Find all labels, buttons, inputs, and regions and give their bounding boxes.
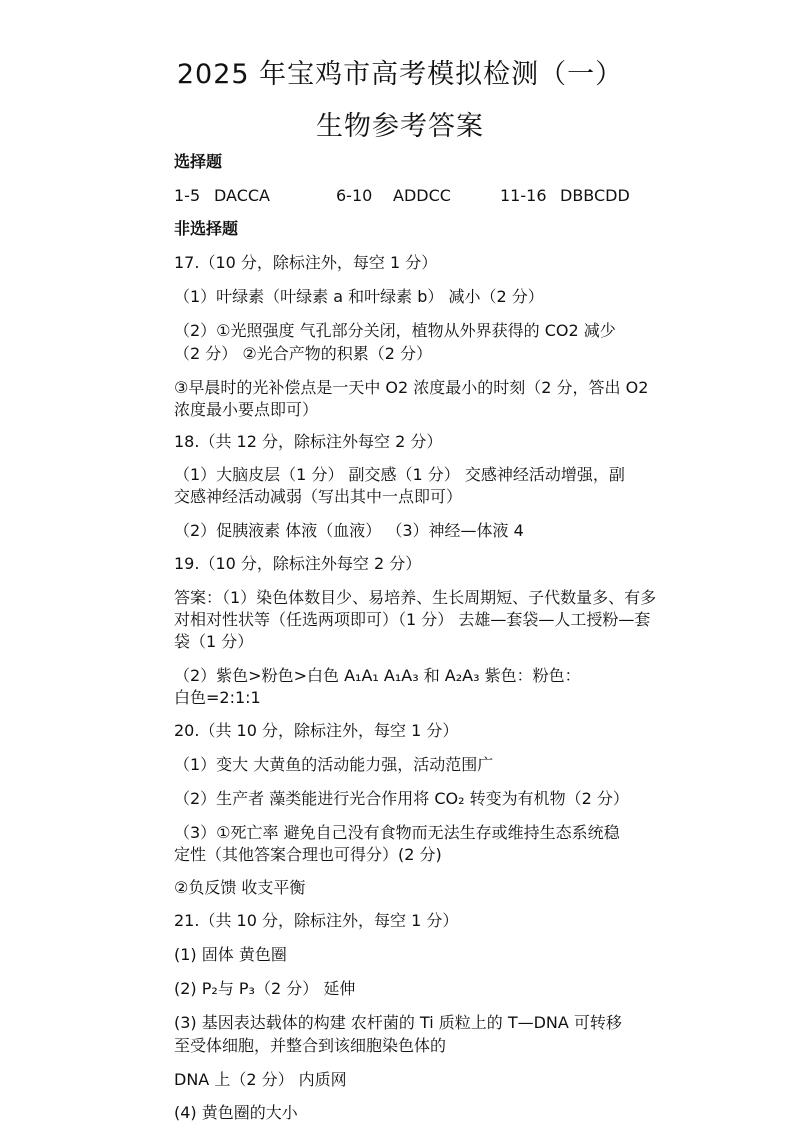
choice-range-2: 6-10 [336,186,373,205]
choice-answers-3: DBBCDD [560,186,630,205]
answer-line: 18.（共 12 分，除标注外每空 2 分） [174,432,443,451]
answer-line: 至受体细胞，并整合到该细胞染色体的 [174,1036,447,1055]
answer-line: (2) P₂与 P₃（2 分） 延伸 [174,979,356,998]
choice-range-3: 11-16 [500,186,547,205]
answer-line: ②负反馈 收支平衡 [174,878,306,897]
answer-line: 21.（共 10 分，除标注外，每空 1 分） [174,911,459,930]
answer-line: 浓度最小要点即可） [174,400,319,419]
page-subtitle: 生物参考答案 [316,111,484,142]
answer-line: （2 分） ②光合产物的积累（2 分） [174,344,432,363]
answer-line: ③早晨时的光补偿点是一天中 O2 浓度最小的时刻（2 分，答出 O2 [174,378,649,397]
answer-line: 袋（1 分） [174,632,254,651]
answer-line: (3) 基因表达载体的构建 农杆菌的 Ti 质粒上的 T—DNA 可转移 [174,1013,622,1032]
choice-heading: 选择题 [174,152,223,171]
answer-line: （3）①死亡率 避免自己没有食物而无法生存或维持生态系统稳 [174,823,620,842]
answer-line: 19.（10 分，除标注外每空 2 分） [174,554,422,573]
answer-line: 答案：（1）染色体数目少、易培养、生长周期短、子代数量多、有多 [174,588,657,607]
choice-range-1: 1-5 [174,186,201,205]
answer-line: 定性（其他答案合理也可得分）(2 分) [174,845,442,864]
answer-line: DNA 上（2 分） 内质网 [174,1070,347,1089]
answer-line: (4) 黄色圈的大小 [174,1103,298,1122]
answer-line: (1) 固体 黄色圈 [174,945,287,964]
page-title: 2025 年宝鸡市高考模拟检测（一） [176,59,624,90]
answer-line: 20.（共 10 分，除标注外，每空 1 分） [174,721,459,740]
answer-line: （1）大脑皮层（1 分） 副交感（1 分） 交感神经活动增强，副 [174,465,625,484]
answer-line: （2）①光照强度 气孔部分关闭，植物从外界获得的 CO2 减少 [174,321,616,340]
answer-line: （2）生产者 藻类能进行光合作用将 CO₂ 转变为有机物（2 分） [174,789,629,808]
choice-answers-1: DACCA [214,186,270,205]
answer-line: 交感神经活动减弱（写出其中一点即可） [174,487,463,506]
answer-line: （2）紫色>粉色>白色 A₁A₁ A₁A₃ 和 A₂A₃ 紫色：粉色： [174,666,581,685]
answer-line: （1）变大 大黄鱼的活动能力强，活动范围广 [174,755,494,774]
answer-line: 对相对性状等（任选两项即可）（1 分） 去雄—套袋—人工授粉—套 [174,610,651,629]
answer-line: 白色=2:1:1 [174,688,261,707]
answer-line: 17.（10 分，除标注外，每空 1 分） [174,253,438,272]
nonchoice-heading: 非选择题 [174,219,239,238]
answer-line: （2）促胰液素 体液（血液） （3）神经—体液 4 [174,521,524,540]
choice-answers-2: ADDCC [393,186,451,205]
answer-line: （1）叶绿素（叶绿素 a 和叶绿素 b） 减小（2 分） [174,287,544,306]
